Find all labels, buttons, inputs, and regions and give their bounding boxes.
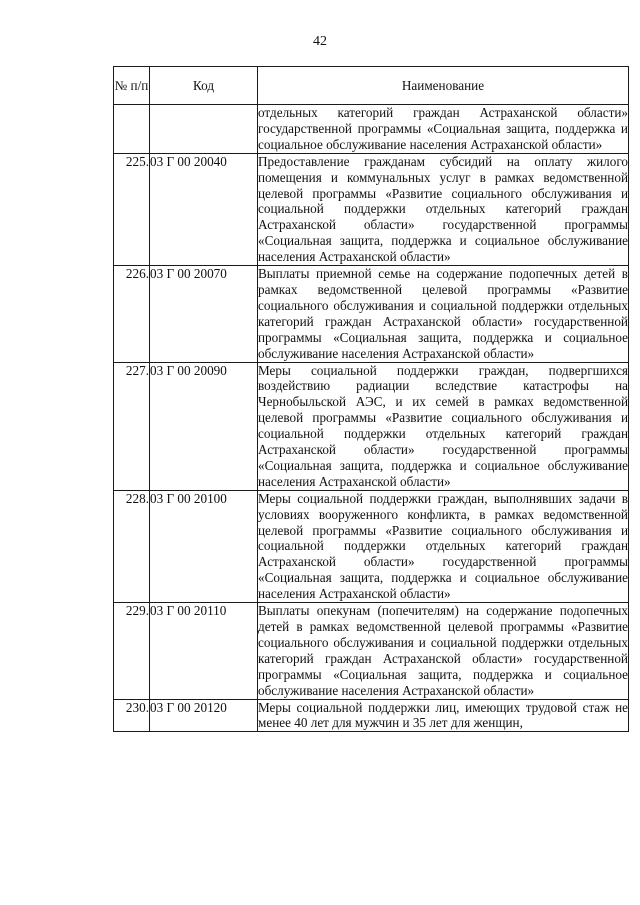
column-header-name: Наименование bbox=[258, 67, 629, 105]
table-row bbox=[114, 699, 629, 732]
table-row bbox=[114, 603, 629, 699]
row-number: 227. bbox=[114, 362, 150, 490]
row-code: 03 Г 00 20070 bbox=[150, 266, 258, 362]
row-number bbox=[114, 105, 150, 154]
row-name: Предоставление гражданам субсидий на оплату жилого помещения и коммунальных услуг в рамках ведомственной целевой программы «Развитие социального обслуживания и социальной поддержки отдельных категорий граждан Астраханской области» государственной программы «Социальная защита, поддержка и социальное обслуживание населения Астраханской области» bbox=[258, 153, 628, 265]
row-code: 03 Г 00 20040 bbox=[150, 153, 258, 265]
row-number: 226. bbox=[114, 266, 150, 362]
page-number: 42 bbox=[313, 34, 327, 49]
row-code: 03 Г 00 20120 bbox=[150, 699, 258, 732]
table-header-row bbox=[114, 67, 629, 105]
row-number: 230. bbox=[114, 699, 150, 732]
row-name: отдельных категорий граждан Астраханской области» государственной программы «Социальная защита, поддержка и социальное обслуживание населения Астраханской области» bbox=[258, 105, 628, 152]
column-header-code: Код bbox=[150, 67, 258, 105]
table-row bbox=[114, 266, 629, 362]
table-body bbox=[114, 105, 629, 732]
table-row bbox=[114, 153, 629, 265]
row-number: 225. bbox=[114, 153, 150, 265]
column-header-number: № п/п bbox=[114, 67, 150, 105]
table-row bbox=[114, 105, 629, 154]
row-name: Выплаты приемной семье на содержание подопечных детей в рамках ведомственной целевой программы «Развитие социального обслуживания и социальной поддержки отдельных категорий граждан Астраханской области» государственной программы «Социальная защита, поддержка и социальное обслуживание населения Астраханской области» bbox=[258, 266, 628, 361]
row-code: 03 Г 00 20110 bbox=[150, 603, 258, 699]
row-name: Выплаты опекунам (попечителям) на содержание подопечных детей в рамках ведомственной целевой программы «Развитие социального обслуживания и социальной поддержки отдельных категорий граждан Астраханской области» государственной программы «Социальная защита, поддержка и социальное обслуживание населения Астраханской области» bbox=[258, 603, 628, 698]
row-name: Меры социальной поддержки граждан, подвергшихся воздействию радиации вследствие катастрофы на Чернобыльской АЭС, и их семей в рамках ведомственной целевой программы «Развитие социального обслуживания и социальной поддержки отдельных категорий граждан Астраханской области» государственной программы «Социальная защита, поддержка и социальное обслуживание населения Астраханской области» bbox=[258, 362, 628, 489]
table-row bbox=[114, 490, 629, 602]
row-code: 03 Г 00 20090 bbox=[150, 362, 258, 490]
row-name: Меры социальной поддержки лиц, имеющих трудовой стаж не менее 40 лет для мужчин и 35 лет для женщин, bbox=[258, 699, 628, 731]
budget-code-table bbox=[113, 66, 629, 732]
row-code bbox=[150, 105, 258, 154]
row-code: 03 Г 00 20100 bbox=[150, 490, 258, 602]
row-number: 228. bbox=[114, 490, 150, 602]
row-name: Меры социальной поддержки граждан, выполнявших задачи в условиях вооруженного конфликта, в рамках ведомственной целевой программы «Развитие социального обслуживания и социальной поддержки отдельных категорий граждан Астраханской области» государственной программы «Социальная защита, поддержка и социальное обслуживание населения Астраханской области» bbox=[258, 490, 628, 602]
table-header bbox=[114, 67, 629, 105]
row-number: 229. bbox=[114, 603, 150, 699]
table-row bbox=[114, 362, 629, 490]
